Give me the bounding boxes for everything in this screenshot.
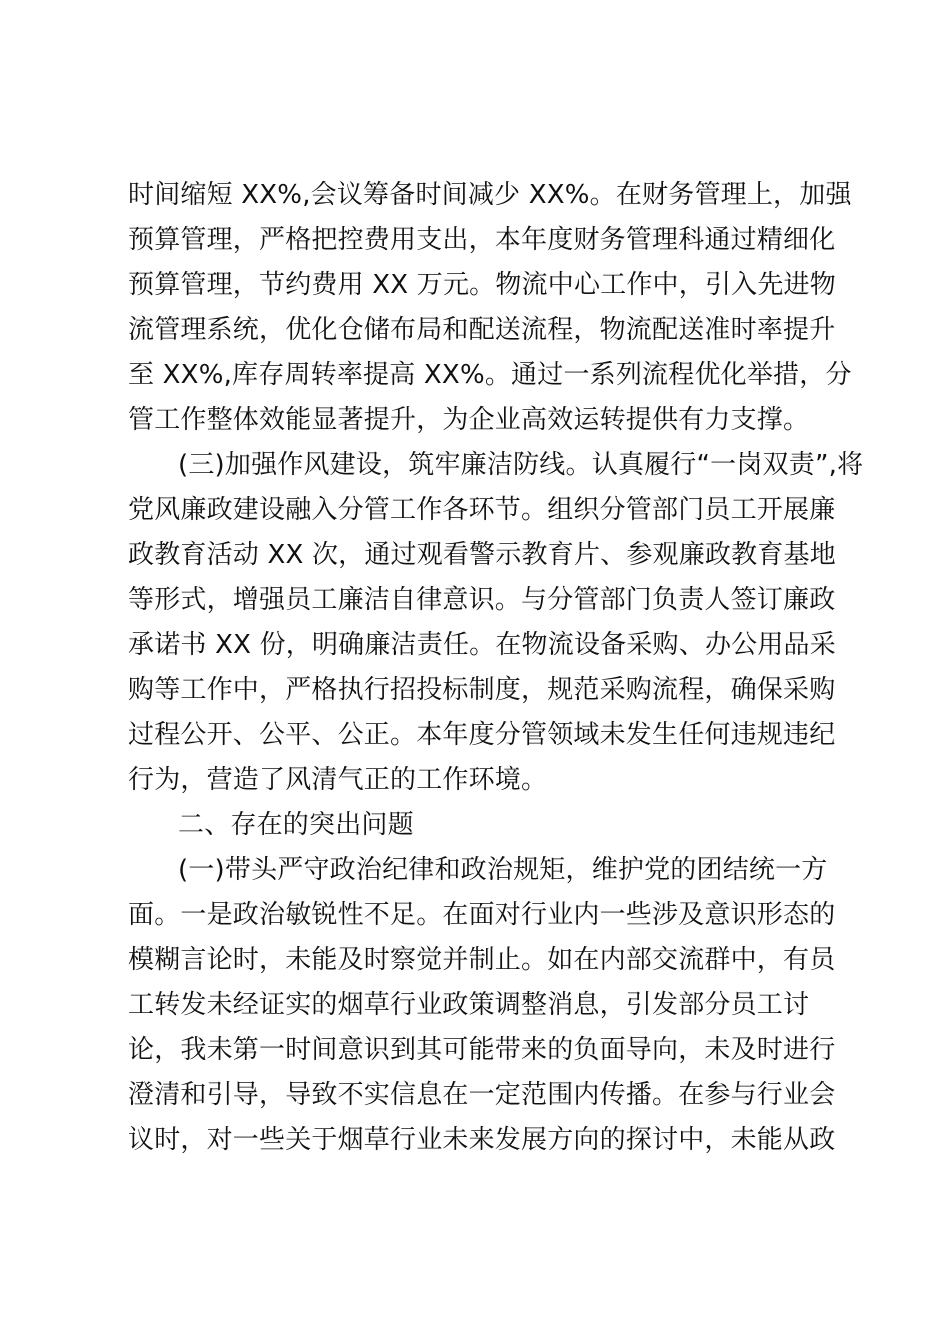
body-text-line: 工转发未经证实的烟草行业政策调整消息，引发部分员工讨 bbox=[128, 990, 810, 1020]
body-text-line: 预算管理，节约费用 XX 万元。物流中心工作中，引入先进物 bbox=[128, 270, 836, 300]
body-text-line: 党风廉政建设融入分管工作各环节。组织分管部门员工开展廉 bbox=[128, 495, 836, 525]
body-text-line: 政教育活动 XX 次，通过观看警示教育片、参观廉政教育基地 bbox=[128, 540, 836, 570]
section-heading-2: 二、存在的突出问题 bbox=[178, 810, 414, 840]
subsection-heading-1: (一)带头严守政治纪律和政治规矩，维护党的团结统一方 bbox=[178, 855, 828, 885]
body-text-line: 时间缩短 XX%,会议筹备时间减少 XX%。在财务管理上，加强 bbox=[128, 180, 852, 210]
body-text-line: 论，我未第一时间意识到其可能带来的负面导向，未及时进行 bbox=[128, 1035, 836, 1065]
body-text-line: 澄清和引导，导致不实信息在一定范围内传播。在参与行业会 bbox=[128, 1080, 836, 1110]
body-text-line: 流管理系统，优化仓储布局和配送流程，物流配送准时率提升 bbox=[128, 315, 836, 345]
body-text-line: 至 XX%,库存周转率提高 XX%。通过一系列流程优化举措，分 bbox=[128, 360, 852, 390]
body-text-line: 议时，对一些关于烟草行业未来发展方向的探讨中，未能从政 bbox=[128, 1125, 836, 1155]
body-text-line: 管工作整体效能显著提升，为企业高效运转提供有力支撑。 bbox=[128, 405, 810, 435]
section-heading-3: (三)加强作风建设，筑牢廉洁防线。认真履行“一岗双责”,将 bbox=[178, 450, 864, 480]
body-text-line: 模糊言论时，未能及时察觉并制止。如在内部交流群中，有员 bbox=[128, 945, 836, 975]
body-text-line: 承诺书 XX 份，明确廉洁责任。在物流设备采购、办公用品采 bbox=[128, 630, 836, 660]
body-text-line: 面。一是政治敏锐性不足。在面对行业内一些涉及意识形态的 bbox=[128, 900, 836, 930]
body-text-line: 购等工作中，严格执行招投标制度，规范采购流程，确保采购 bbox=[128, 675, 836, 705]
body-text-line: 等形式，增强员工廉洁自律意识。与分管部门负责人签订廉政 bbox=[128, 585, 836, 615]
body-text-line: 行为，营造了风清气正的工作环境。 bbox=[128, 765, 548, 795]
body-text-line: 过程公开、公平、公正。本年度分管领域未发生任何违规违纪 bbox=[128, 720, 836, 750]
body-text-line: 预算管理，严格把控费用支出，本年度财务管理科通过精细化 bbox=[128, 225, 836, 255]
